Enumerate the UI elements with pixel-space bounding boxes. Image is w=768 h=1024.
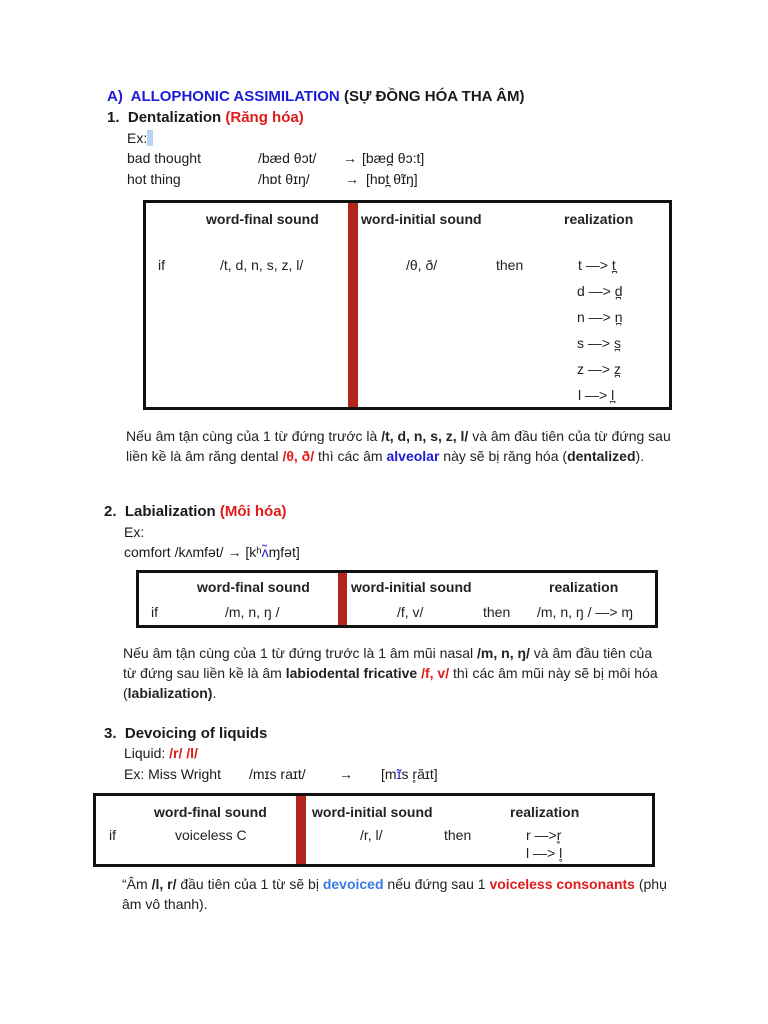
cell-initial-sounds: /f, v/ (397, 604, 424, 620)
s2-ex-label: Ex: (124, 524, 145, 540)
s1-ex-label: Ex: (127, 130, 153, 146)
s1-ex2-ipa: /hɒt θɪŋ/ (258, 171, 310, 187)
s2-number: 2. (104, 503, 117, 520)
section-a-title: ALLOPHONIC ASSIMILATION (130, 88, 340, 105)
s2-heading (104, 503, 287, 520)
s1-ex1-result: [bæd̪ θɔ:t] (362, 150, 425, 166)
s2-explanation: Nếu âm tận cùng của 1 từ đứng trước là 1 âm mũi nasal /m, n, ŋ/ và âm đầu tiên của từ đứng sau liền kề là âm labiodental fricative /f, v/ thì các âm mũi này sẽ bị môi hóa (labialization). (123, 645, 658, 701)
s3-heading (104, 725, 267, 742)
cell-initial-sounds: /θ, ð/ (406, 257, 438, 273)
section-a-letter: A) (107, 88, 123, 105)
table-divider (348, 203, 358, 407)
header-word-final: word-final sound (154, 804, 267, 820)
cell-realization: l —> l̥ (526, 845, 563, 861)
s1-ex1-word: bad thought (127, 150, 201, 166)
text-cursor (147, 130, 153, 146)
cell-final-sounds: /m, n, ŋ / (225, 604, 280, 620)
s2-title: Labialization (124, 503, 216, 520)
cell-if: if (151, 604, 158, 620)
s3-explanation: “Âm /l, r/ đầu tiên của 1 từ sẽ bị devoiced nếu đứng sau 1 voiceless consonants (phụ âm vô thanh). (122, 876, 667, 912)
cell-then: then (444, 827, 472, 843)
s1-number: 1. (107, 109, 120, 126)
s1-ex2-result: [hɒt̪ θɪ̃ŋ] (366, 171, 418, 187)
cell-realization: s —> s̪ (577, 335, 621, 351)
header-realization: realization (510, 804, 580, 820)
cell-if: if (109, 827, 116, 843)
cell-realization: r —>r̥ (526, 827, 562, 843)
cell-realization: l —> l̪ (578, 387, 615, 403)
cell-realization: t —> t̪ (578, 257, 616, 273)
header-realization: realization (564, 211, 634, 227)
s1-ex1-arrow: → (343, 150, 357, 166)
table-divider (338, 573, 347, 625)
cell-if: if (158, 257, 165, 273)
cell-then: then (496, 257, 524, 273)
s2-vn-title: (Môi hóa) (219, 503, 287, 520)
header-word-final: word-final sound (197, 579, 310, 595)
s1-ex1-ipa: /bæd θɔt/ (258, 150, 317, 166)
table-divider (296, 796, 306, 864)
s1-vn-title: (Răng hóa) (225, 109, 304, 126)
s3-liquid: Liquid: /r/ /l/ (124, 745, 198, 761)
s3-ex-ipa: /mɪs raɪt/ (249, 766, 306, 782)
s3-ex-label: Ex: Miss Wright (124, 766, 221, 782)
cell-realization: /m, n, ŋ / —> ɱ (537, 604, 634, 620)
devoicing-table (93, 793, 655, 867)
s2-example: comfort /kʌmfət/ → [kʰʌ̃ɱfət] (124, 544, 300, 560)
s3-number: 3. (104, 725, 117, 742)
cell-initial-sounds: /r, l/ (360, 827, 383, 843)
labialization-table (136, 570, 658, 628)
cell-realization: n —> n̪ (577, 309, 623, 325)
cell-final-sounds: /t, d, n, s, z, l/ (220, 257, 304, 273)
s1-explanation: Nếu âm tận cùng của 1 từ đứng trước là /t, d, n, s, z, l/ và âm đầu tiên của từ đứng sau liền kề là âm răng dental /θ, ð/ thì các âm alveolar này sẽ bị răng hóa (dentalized). (126, 428, 671, 464)
section-a-heading (107, 88, 524, 105)
dentalization-table (143, 200, 672, 410)
header-word-final: word-final sound (206, 211, 319, 227)
cell-realization: z —> z̪ (577, 361, 621, 377)
s1-ex2-arrow: → (345, 171, 359, 187)
cell-realization: d —> d̪ (577, 283, 623, 299)
header-word-initial: word-initial sound (361, 211, 482, 227)
s1-title: Dentalization (127, 109, 222, 126)
section-a-subtitle: (SỰ ĐỒNG HÓA THA ÂM) (343, 88, 525, 105)
cell-final-sounds: voiceless C (175, 827, 247, 843)
s1-heading (107, 109, 304, 126)
header-realization: realization (549, 579, 619, 595)
s3-ex-result: [mɪ̃s r̥ăɪt] (381, 766, 438, 782)
s3-ex-arrow: → (339, 766, 353, 782)
cell-then: then (483, 604, 511, 620)
header-word-initial: word-initial sound (312, 804, 433, 820)
s3-title: Devoicing of liquids (124, 725, 268, 742)
header-word-initial: word-initial sound (351, 579, 472, 595)
s1-ex2-word: hot thing (127, 171, 181, 187)
